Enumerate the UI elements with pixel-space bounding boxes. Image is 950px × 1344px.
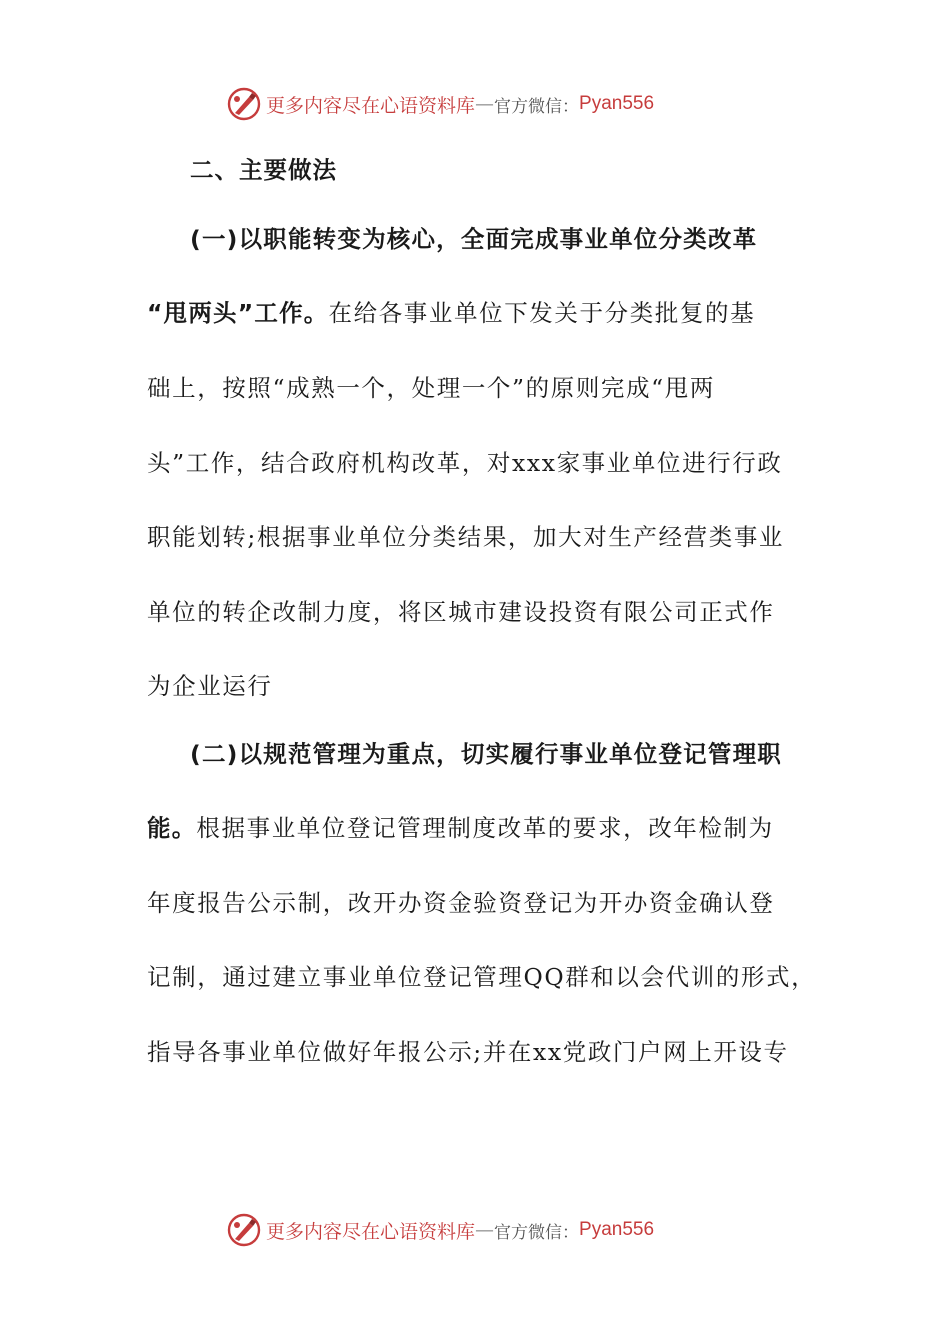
banner-wechat-id: Pyan556 — [579, 93, 655, 114]
body-line-2 — [147, 298, 755, 328]
banner-dash: — — [475, 1219, 495, 1241]
bold-run: 能。 — [147, 814, 197, 842]
text-run: 职能划转;根据事业单位分类结果，加大对生产经营类事业 — [147, 523, 785, 551]
text-run: 指导各事业单位做好年报公示;并在xx党政门户网上开设专 — [147, 1038, 789, 1066]
body-line-8 — [190, 739, 782, 769]
banner-slogan: 更多内容尽在心语资料库 — [266, 1220, 476, 1243]
banner-slogan: 更多内容尽在心语资料库 — [266, 94, 476, 117]
banner-dash: — — [475, 93, 495, 115]
text-run: 单位的转企改制力度，将区城市建设投资有限公司正式作 — [147, 598, 775, 626]
body-line-5 — [147, 522, 784, 552]
text-run: 年度报告公示制，改开办资金验资登记为开办资金确认登 — [147, 889, 775, 917]
header-banner — [226, 84, 654, 124]
pen-nib-logo-icon — [226, 1212, 262, 1248]
text-run: 础上，按照“成熟一个，处理一个”的原则完成“甩两 — [147, 374, 715, 402]
text-run: 在给各事业单位下发关于分类批复的基 — [328, 299, 756, 327]
footer-banner — [226, 1210, 654, 1250]
text-run: 记制，通过建立事业单位登记管理QQ群和以会代训的形式， — [147, 963, 817, 991]
banner-wechat-id: Pyan556 — [579, 1219, 655, 1240]
bold-run: (二)以规范管理为重点，切实履行事业单位登记管理职 — [190, 740, 782, 768]
text-run: 为企业运行 — [147, 672, 273, 700]
body-line-12 — [147, 1037, 789, 1067]
body-line-10 — [147, 888, 775, 918]
body-line-3 — [147, 373, 715, 403]
section-heading: 二、主要做法 — [190, 156, 337, 184]
body-line-7 — [147, 671, 273, 701]
body-line-1 — [190, 224, 757, 254]
pen-nib-logo-icon — [226, 86, 262, 122]
text-run: 根据事业单位登记管理制度改革的要求，改年检制为 — [196, 814, 774, 842]
body-line-9 — [147, 813, 774, 843]
banner-wechat-label: 官方微信： — [494, 96, 580, 117]
bold-run: (一)以职能转变为核心，全面完成事业单位分类改革 — [190, 225, 758, 253]
text-run: 头”工作，结合政府机构改革，对xxx家事业单位进行行政 — [147, 449, 783, 477]
body-line-4 — [147, 448, 782, 478]
body-line-11 — [147, 962, 816, 992]
body-line-6 — [147, 597, 775, 627]
banner-wechat-label: 官方微信： — [494, 1222, 580, 1243]
bold-run: “甩两头”工作。 — [147, 299, 329, 327]
